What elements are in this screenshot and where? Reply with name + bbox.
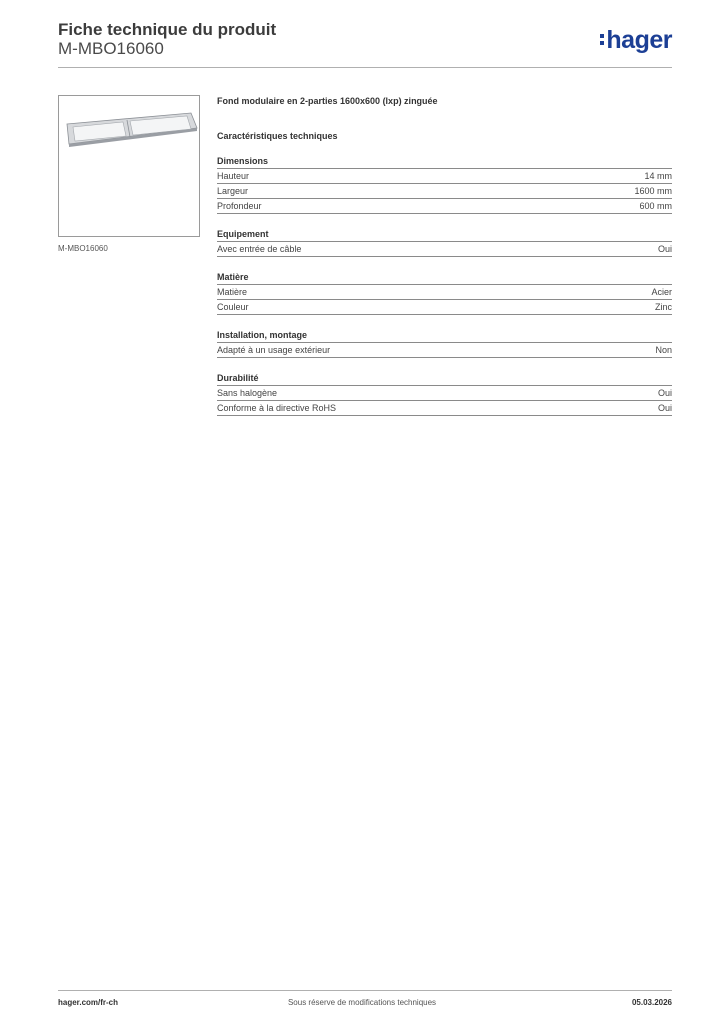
spec-value: Non [655,345,672,355]
spec-value: Oui [657,403,672,413]
spec-label: Hauteur [217,171,250,181]
spec-label: Sans halogène [217,388,278,398]
spec-section [217,229,672,257]
spec-sections [217,156,672,416]
spec-value: 1600 mm [634,186,672,196]
spec-row [217,199,672,214]
spec-value: Oui [657,244,672,254]
spec-value: 600 mm [639,201,672,211]
spec-label: Largeur [217,186,249,196]
product-name: Fond modulaire en 2-parties 1600x600 (lxp) zinguée [217,96,438,106]
section-title: Matière [217,272,672,285]
spec-section [217,330,672,358]
product-reference: M-MBO16060 [58,39,164,58]
spec-row [217,184,672,199]
spec-value: Oui [657,388,672,398]
spec-row [217,401,672,416]
spec-label: Conforme à la directive RoHS [217,403,337,413]
spec-value: 14 mm [644,171,672,181]
hager-logo [600,27,672,57]
spec-value: Zinc [654,302,672,312]
product-image [58,95,200,237]
page-title: Fiche technique du produit [58,20,277,39]
section-title: Durabilité [217,373,672,386]
footer-date: 05.03.2026 [631,998,672,1007]
section-title: Installation, montage [217,330,672,343]
spec-value: Acier [651,287,672,297]
characteristics-title: Caractéristiques techniques [217,131,338,141]
footer-website: hager.com/fr-ch [58,998,119,1007]
spec-label: Avec entrée de câble [217,244,302,254]
spec-label: Matière [217,287,248,297]
spec-row [217,169,672,184]
section-title: Equipement [217,229,672,242]
spec-section [217,373,672,416]
logo-text: hager [606,26,672,54]
header-divider [58,67,672,68]
section-title: Dimensions [217,156,672,169]
image-caption: M-MBO16060 [58,244,108,253]
modular-base-plate-icon [59,96,201,238]
spec-section [217,156,672,214]
spec-section [217,272,672,315]
spec-label: Couleur [217,302,249,312]
spec-content [217,96,672,431]
logo-colon-icon [600,34,604,45]
spec-row [217,300,672,315]
spec-row [217,343,672,358]
spec-row [217,386,672,401]
spec-row [217,242,672,257]
spec-row [217,285,672,300]
footer-note: Sous réserve de modifications techniques [287,998,437,1007]
spec-label: Adapté à un usage extérieur [217,345,331,355]
spec-label: Profondeur [217,201,262,211]
footer-divider [58,990,672,991]
